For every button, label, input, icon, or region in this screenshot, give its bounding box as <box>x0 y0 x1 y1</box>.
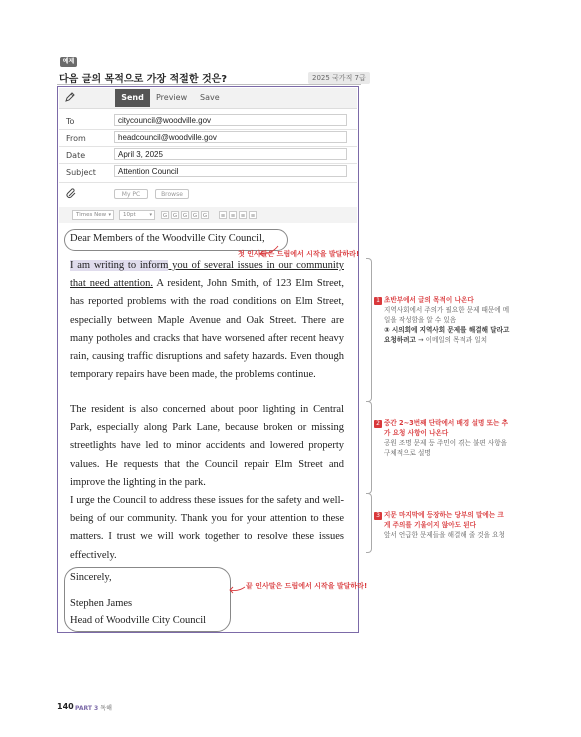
source-badge: 2025 국가직 7급 <box>308 72 370 84</box>
align-left-icon[interactable]: ≡ <box>220 213 226 219</box>
tab-send[interactable]: Send <box>115 89 150 107</box>
note-heading: 중간 2~3번째 단락에서 배경 설명 또는 추 <box>384 419 509 427</box>
section-label: 독해 <box>100 705 112 712</box>
note-line: 구체적으로 설명 <box>384 449 431 457</box>
side-note-2 <box>374 418 522 458</box>
note-line: 공원 조명 문제 등 주민이 겪는 불편 사항을 <box>384 439 507 447</box>
note-tail: → 이메일의 목적과 일치 <box>415 336 488 344</box>
bracket-marker <box>366 258 372 402</box>
underline-button[interactable]: G <box>182 213 188 219</box>
divider <box>59 146 357 147</box>
note-number-badge: 3 <box>374 512 382 520</box>
letter-greeting: Dear Members of the Woodville City Council, <box>70 233 265 244</box>
note-answer: ③ 시의회에 지역사회 문제를 해결해 달라고 <box>384 326 510 334</box>
note-number-badge: 1 <box>374 297 382 305</box>
note-number-badge: 2 <box>374 420 382 428</box>
align-justify-icon[interactable]: ≡ <box>250 213 256 219</box>
side-note-3 <box>374 510 522 540</box>
date-label: Date <box>66 151 86 160</box>
bold-button[interactable]: G <box>162 213 168 219</box>
subject-field[interactable]: Attention Council <box>114 165 347 177</box>
handwritten-note: 첫 인사말은 드림에서 시작을 발달하라! <box>238 250 360 258</box>
signer-title: Head of Woodville City Council <box>70 615 207 626</box>
chevron-down-icon: ▾ <box>149 212 152 218</box>
my-pc-button[interactable]: My PC <box>114 189 148 199</box>
note-heading: 지문 마지막에 등장하는 당부의 말에는 크 <box>384 511 504 519</box>
divider <box>57 84 361 85</box>
font-select-value: Times New <box>76 212 107 218</box>
note-heading: 게 주의를 기울이지 않아도 된다 <box>384 521 476 529</box>
paragraph-1-rest: A resident, John Smith, of 123 Elm Street, has reported problems with the road conditions on Elm Street, especially between Maple Avenue and Oak Street. There are many potholes and cracks that have worsened after recent heavy rain, causing traffic disruptions and safety hazards. Even though temporary repairs have been made, the problems continue. <box>70 278 344 381</box>
tab-preview[interactable]: Preview <box>156 93 188 102</box>
question-text: 다음 글의 목적으로 가장 적절한 것은? <box>59 74 228 85</box>
tab-save[interactable]: Save <box>200 93 220 102</box>
paperclip-icon[interactable] <box>65 187 77 199</box>
font-select[interactable] <box>72 210 114 220</box>
align-right-icon[interactable]: ≡ <box>240 213 246 219</box>
divider <box>59 129 357 130</box>
purpose-highlight: I am writing to inform <box>70 260 169 271</box>
footer-part <box>75 703 112 712</box>
note-answer: 요청하려고 <box>384 336 416 344</box>
chevron-down-icon: ▾ <box>108 212 111 218</box>
note-heading: 가 요청 사항이 나온다 <box>384 429 449 437</box>
bracket-marker <box>366 493 372 553</box>
from-label: From <box>66 134 86 143</box>
letter-paragraph-2: The resident is also concerned about poor lighting in Central Park, especially along Park Lane, because broken or missing streetlights have led to minor accidents and lowered property values. He requests that the Council repair Elm Street and improve the lighting in the park. <box>70 404 344 488</box>
divider <box>59 163 357 164</box>
page-number: 140 <box>57 702 74 711</box>
handwritten-note: 끝 인사말은 드림에서 시작을 발달하라! <box>246 582 368 590</box>
side-note-1 <box>374 295 522 345</box>
strike-button[interactable]: G <box>192 213 198 219</box>
letter-paragraph-3: I urge the Council to address these issues for the safety and well-being of our community. Thank you for your attention to these matters. I trust we will work together to resolve these issues effectively. <box>70 495 344 561</box>
size-select-value: 10pt <box>123 212 136 218</box>
note-heading: 초반부에서 글의 목적이 나온다 <box>384 296 474 304</box>
from-field[interactable]: headcouncil@woodville.gov <box>114 131 347 143</box>
part-label: PART 3 <box>75 705 99 712</box>
to-label: To <box>66 117 75 126</box>
browse-button[interactable]: Browse <box>155 189 189 199</box>
italic-button[interactable]: G <box>172 213 178 219</box>
date-field[interactable]: April 3, 2025 <box>114 148 347 160</box>
purpose-underline: you of several issues in our community that need attention. <box>70 260 344 290</box>
signer-name: Stephen James <box>70 598 133 609</box>
pencil-icon[interactable] <box>64 91 76 103</box>
letter-paragraph-1 <box>70 257 344 384</box>
color-button[interactable]: G <box>202 213 208 219</box>
note-line: 앞서 언급한 문제들을 해결해 줄 것을 요청 <box>384 531 505 539</box>
letter-closing: Sincerely, <box>70 572 112 583</box>
align-center-icon[interactable]: ≡ <box>230 213 236 219</box>
subject-label: Subject <box>66 168 96 177</box>
note-line: 지역사회에서 주의가 필요한 문제 때문에 메 <box>384 306 510 314</box>
to-field[interactable]: citycouncil@woodville.gov <box>114 114 347 126</box>
size-select[interactable] <box>119 210 155 220</box>
annotation-arrow-icon <box>228 584 246 594</box>
bracket-marker <box>366 401 372 494</box>
example-tag: 예제 <box>60 57 77 67</box>
divider <box>59 182 357 183</box>
note-line: 일을 작성함을 알 수 있음 <box>384 316 457 324</box>
